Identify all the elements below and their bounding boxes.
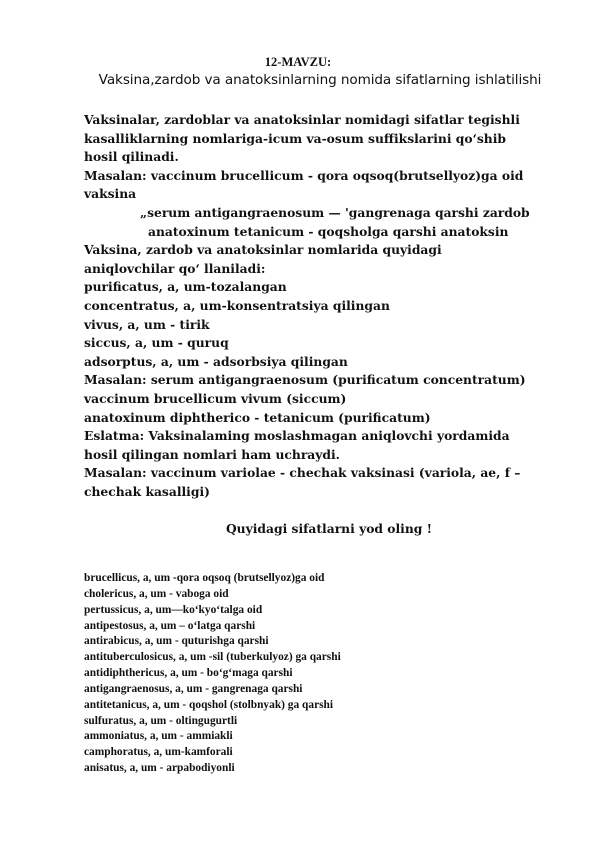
body-line: aniqlovchilar qo‘ llaniladi: (84, 260, 266, 276)
body-line: hosil qilinadi. (84, 149, 179, 165)
list-item: brucellicus, a, um -qora oqsoq (brutsellyoz)ga oid (84, 572, 325, 584)
body-line: adsorptus, a, um - adsorbsiya qilingan (84, 353, 348, 369)
body-line: Masalan: vaccinum variolae - chechak vaksinasi (variola, ae, f – (84, 465, 521, 481)
spacer (84, 501, 554, 520)
list-item: antidiphthericus, a, um - bo‘g‘maga qarshi (84, 667, 293, 680)
body-line: Masalan: vaccinum brucellicum - qora oqsoq(brutsellyoz)ga oid (84, 167, 524, 183)
page-title: Vaksina,zardob va anatoksinlarning nomida sifatlarning ishlatilishi (98, 72, 542, 88)
list-item: antipestosus, a, um – o‘latga qarshi (84, 619, 256, 632)
body-text (84, 111, 554, 539)
body-line: siccus, a, um - quruq (84, 335, 229, 351)
body-line: hosil qilingan nomlari ham uchraydi. (84, 446, 340, 462)
list-item: antirabicus, a, um - quturishga qarshi (84, 635, 269, 648)
list-item: camphoratus, a, um-kamforali (84, 746, 233, 759)
body-line: vaccinum brucellicum vivum (siccum) (84, 390, 347, 406)
list-item: anisatus, a, um - arpabodiyonli (84, 762, 235, 775)
list-item: sulfuratus, a, um - oltingugurtli (84, 714, 238, 727)
list-item: cholericus, a, um - vaboga oid (84, 587, 229, 600)
body-line: purificatus, a, um-tozalangan (84, 279, 287, 295)
body-line: Vaksinalar, zardoblar va anatoksinlar nomidagi sifatlar tegishli (84, 112, 520, 127)
body-line: anatoxinum diphtherico - tetanicum (purificatum) (84, 409, 431, 425)
list-item: antituberculosicus, a, um -sil (tuberkulyoz) ga qarshi (84, 651, 341, 664)
body-line: chechak kasalligi) (84, 483, 210, 499)
example-line: anatoxinum tetanicum - qoqsholga qarshi anatoksin (148, 223, 509, 239)
list-item: ammoniatus, a, um - ammiakli (84, 730, 233, 743)
body-line: kasalliklarning nomlariga-icum va-osum suffikslarini qo‘shib (84, 130, 507, 146)
memorize-heading: Quyidagi sifatlarni yod oling ! (225, 521, 433, 537)
body-line: Eslatma: Vaksinalaming moslashmagan aniqlovchi yordamida (84, 428, 510, 444)
list-item: antigangraenosus, a, um - gangrenaga qarshi (84, 682, 303, 695)
example-line: „serum antigangraenosum — 'gangrenaga qarshi zardob (140, 204, 530, 220)
body-line: Vaksina, zardob va anatoksinlar nomlarida quyidagi (84, 242, 442, 258)
adjective-list (84, 571, 554, 777)
list-item: antitetanicus, a, um - qoqshol (stolbnyak) ga qarshi (84, 698, 334, 711)
list-item: pertussicus, a, um—ko‘kyo‘talga oid (84, 603, 263, 616)
topic-number: 12-MAVZU: (264, 55, 332, 69)
body-line: Masalan: serum antigangraenosum (purificatum concentratum) (84, 372, 526, 388)
body-line: concentratus, a, um-konsentratsiya qilingan (84, 297, 390, 313)
body-line: vivus, a, um - tirik (84, 316, 210, 332)
body-line: vaksina (84, 186, 137, 202)
